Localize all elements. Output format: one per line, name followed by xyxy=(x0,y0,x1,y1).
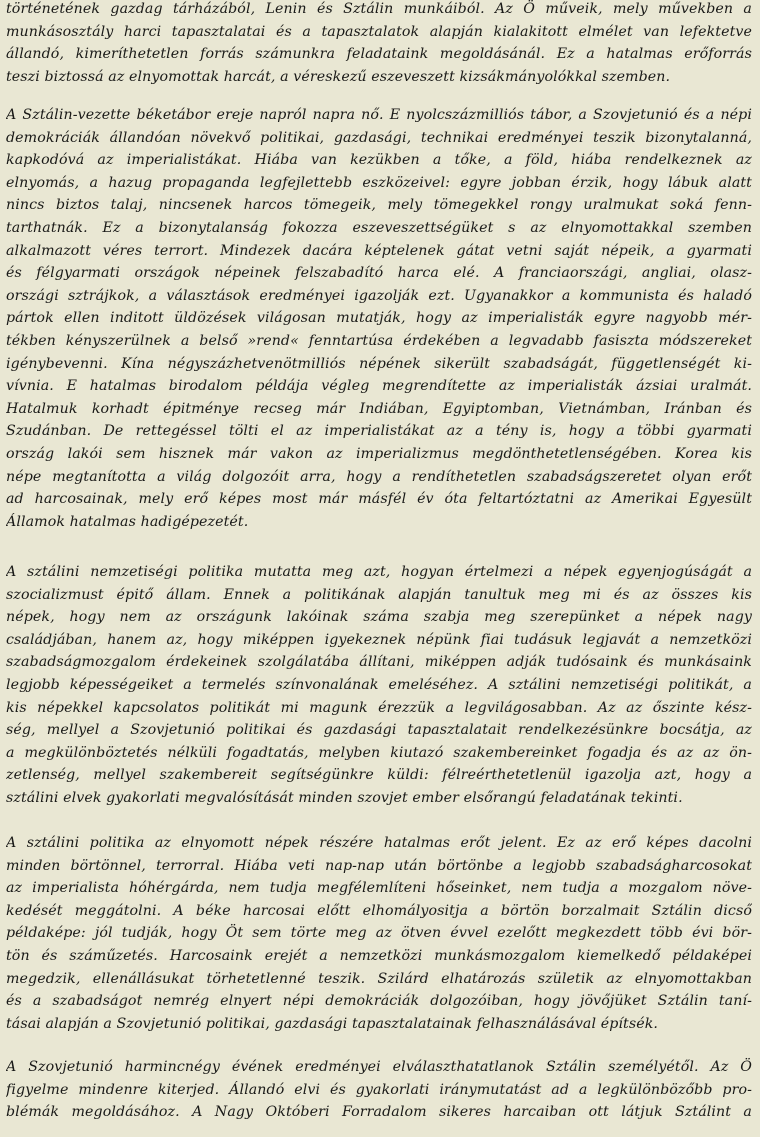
text-line: A sztálini politika az elnyomott népek részére hatalmas erőt jelent. Ez az erő képes dacolni xyxy=(6,835,752,851)
paragraph-2 xyxy=(6,104,752,533)
text-line: igénybevenni. Kína négyszázhetvenötmilliós népének sikerült szabadságát, függetlenségét ki- xyxy=(6,355,752,372)
text-line: országi sztrájkok, a választások eredményei igazolják ezt. Ugyanakkor a kommunista és haladó xyxy=(6,287,752,304)
text-line: népe megtanította a világ dolgozóit arra, hogy a rendíthetetlen szabadságszeretet olyan erőt xyxy=(6,468,752,485)
paragraph-3 xyxy=(6,561,752,810)
text-line: vívnia. E hatalmas birodalom példája végleg megrendítette az imperialisták ázsiai uralmát. xyxy=(6,378,752,395)
text-line: A Szovjetunió harmincnégy évének eredményei elválaszthatatlanok Sztálin személyétől. Az Ö xyxy=(6,1059,752,1075)
text-line: alkalmazott véres terrort. Mindezek dacára képtelenek gátat vetni saját népeik, a gyarmati xyxy=(6,242,752,259)
text-line: nincs biztos talaj, nincsenek harcos tömegeik, mely tömegekkel rongy uralmukat soká fenn- xyxy=(6,197,752,214)
text-line: minden börtönnel, terrorral. Hiába veti nap-nap után börtönbe a legjobb szabadságharcosokat xyxy=(6,857,752,874)
text-line: A Sztálin-vezette béketábor ereje napról napra nő. E nyolcszázmilliós tábor, a Szovjetunió és a népi xyxy=(6,107,752,123)
text-line: kedését meggátolni. A béke harcosai előtt elhomályositja a börtön borzalmait Sztálin dicső xyxy=(6,902,752,919)
text-line: Hatalmuk korhadt épitménye recseg már Indiában, Egyiptomban, Vietnámban, Iránban és xyxy=(6,400,752,417)
text-line: elnyomás, a hazug propaganda legfejlettebb eszközeivel: egyre jobban érzik, hogy lábuk alatt xyxy=(6,174,752,191)
text-line: A sztálini nemzetiségi politika mutatta meg azt, hogyan értelmezi a népek egyenjogúságát a xyxy=(6,564,752,580)
text-line: állandó, kimeríthetetlen forrás számunkra feladataink megoldásánál. Ez a hatalmas erőforrás xyxy=(6,46,752,63)
text-line: szabadságmozgalom érdekeinek szolgálatába állítani, miképpen adják tudósaink és munkásaink xyxy=(6,654,752,671)
text-line: zetlenség, mellyel szakembereit segítségünkre küldi: félreérthetetlenül igazolja azt, hogy a xyxy=(6,767,752,784)
text-line: pártok ellen inditott üldözések világosan mutatják, hogy az imperialisták egyre nagyobb mér- xyxy=(6,310,752,327)
text-line: ség, mellyel a Szovjetunió politikai és gazdasági tapasztalatait rendelkezésünkre bocsátja, az xyxy=(6,722,752,739)
paragraph-1 xyxy=(6,0,752,88)
text-line: és a szabadságot nemrég elnyert népi demokráciák dolgozóiban, hogy jövőjüket Sztálin taní- xyxy=(6,993,752,1010)
text-line: népek, hogy nem az országunk lakóinak száma szabja meg szerepünket a népek nagy xyxy=(6,609,752,626)
text-line: történetének gazdag tárházából, Lenin és Sztálin munkáiból. Az Ö műveik, mely művekben a xyxy=(6,1,752,17)
text-line: kapkodóvá az imperialistákat. Hiába van kezükben a tőke, a föld, hiába rendelkeznek az xyxy=(6,152,752,169)
text-line: megedzik, ellenállásukat törhetetlenné teszik. Szilárd elhatározás születik az elnyomottakban xyxy=(6,970,752,987)
text-line: az imperialista hóhérgárda, nem tudja megfélemlíteni hőseinket, nem tudja a mozgalom növe- xyxy=(6,880,752,897)
text-line: szocializmust épitő állam. Ennek a politikának alapján tanultuk meg mi és az összes kis xyxy=(6,586,752,603)
text-line: sztálini elvek gyakorlati megvalósítását minden szovjet ember elsőrangú feladatának tekinti. xyxy=(6,789,683,806)
text-line: tön és száműzetés. Harcosaink erejét a nemzetközi munkásmozgalom kiemelkedő példaképei xyxy=(6,947,752,964)
text-line: ország lakói sem hisznek már vakon az imperializmus megdönthetetlenségében. Korea kis xyxy=(6,445,752,462)
text-line: példaképe: jól tudják, hogy Öt sem törte meg az ötven évvel ezelőtt megkezdett több évi bör- xyxy=(6,925,752,942)
text-line: tásai alapján a Szovjetunió politikai, gazdasági tapasztalatainak felhasználásával építsék. xyxy=(6,1015,659,1032)
text-line: a megkülönböztetés nélküli fogadtatás, melyben kiutazó szakembereinket fogadja és az az ön- xyxy=(6,744,752,761)
text-line: kis népekkel kapcsolatos politikát mi magunk érezzük a legvilágosabban. Az az őszinte kész- xyxy=(6,699,752,716)
text-line: demokráciák állandóan növekvő politikai, gazdasági, technikai eredményei teszik bizonytalanná, xyxy=(6,129,752,146)
text-line: Szudánban. De rettegéssel tölti el az imperialistákat az a tény is, hogy a többi gyarmati xyxy=(6,423,752,440)
text-line: figyelme mindenre kiterjed. Állandó elvi és gyakorlati iránymutatást ad a legkülönbözőbb pro- xyxy=(6,1081,752,1098)
paragraph-4 xyxy=(6,832,752,1035)
text-line: és félgyarmati országok népeinek felszabadító harca elé. A franciaországi, angliai, olasz- xyxy=(6,265,752,282)
text-line: tarthatnák. Ez a bizonytalanság fokozza eszeveszettségüket s az elnyomottakkal szemben xyxy=(6,219,752,236)
text-line: tékben kényszerülnek a belső »rend« fenntartúsa érdekében a legvadabb fasiszta módszereket xyxy=(6,332,752,349)
text-line: Államok hatalmas hadigépezetét. xyxy=(6,513,249,530)
text-line: legjobb képességeiket a termelés színvonalának emeléséhez. A sztálini nemzetiségi politikát, a xyxy=(6,676,752,693)
text-line: családjában, hanem az, hogy miképpen igyekeznek népünk fiai tudásuk legjavát a nemzetközi xyxy=(6,631,752,648)
text-line: ad harcosainak, mely erő képes most már másfél év óta feltartóztatni az Amerikai Egyesült xyxy=(6,491,752,508)
paragraph-5 xyxy=(6,1056,752,1124)
text-line: blémák megoldásához. A Nagy Októberi Forradalom sikeres harcaiban ott látjuk Sztálint a xyxy=(6,1104,752,1121)
text-line: teszi biztossá az elnyomottak harcát, a véreskezű eszeveszett kizsákmányolókkal szemben. xyxy=(6,68,671,85)
text-line: munkásosztály harci tapasztalatai és a tapasztalatok alapján kialakitott elmélet van lefektetve xyxy=(6,23,752,40)
